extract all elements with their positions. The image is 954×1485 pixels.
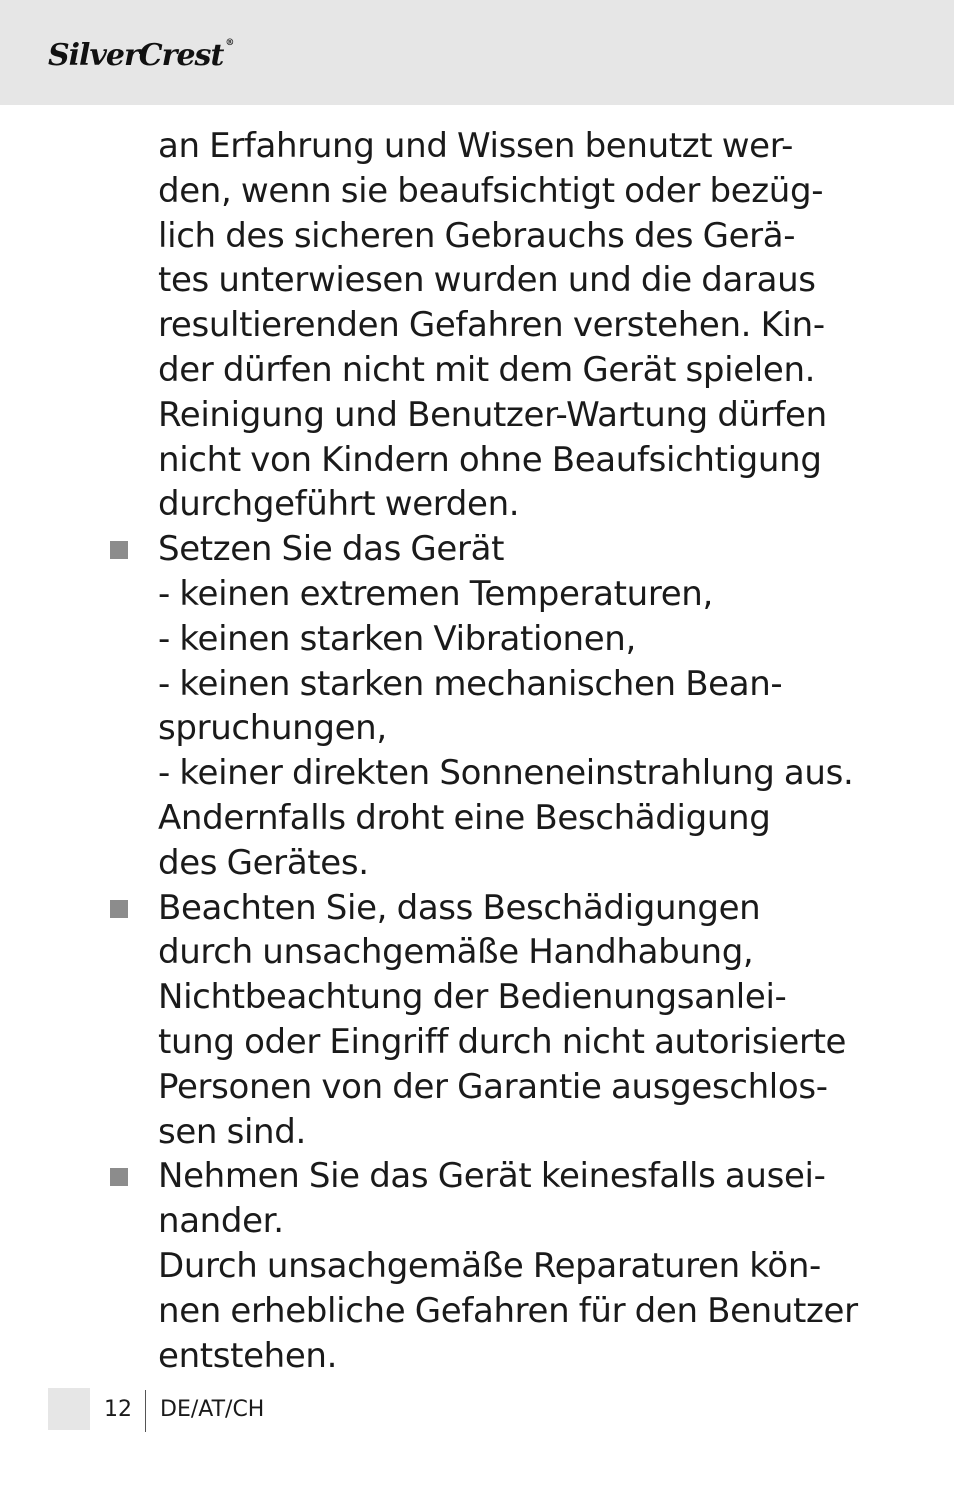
text-line: - keinen extremen Temperaturen, [158, 573, 713, 614]
region-label: DE/AT/CH [160, 1397, 265, 1422]
footer-divider [145, 1390, 146, 1432]
registered-mark: ® [225, 38, 234, 48]
text-line: entstehen. [158, 1335, 338, 1376]
text-line: nicht von Kindern ohne Beaufsichtigung [158, 439, 822, 480]
text-line: Nichtbeachtung der Bedienungsanlei- [158, 977, 787, 1018]
text-line: der dürfen nicht mit dem Gerät spielen. [158, 349, 816, 390]
square-bullet-icon [110, 900, 128, 918]
text-line: tung oder Eingriff durch nicht autorisierte [158, 1021, 847, 1062]
text-line: durch unsachgemäße Handhabung, [158, 932, 754, 973]
footer-marker-box [48, 1388, 90, 1430]
text-line: lich des sicheren Gebrauchs des Gerä- [158, 215, 796, 256]
text-line: Beachten Sie, dass Beschädigungen [158, 887, 761, 928]
text-line: Nehmen Sie das Gerät keinesfalls ausei- [158, 1156, 826, 1197]
page-header [0, 0, 954, 105]
text-line: Durch unsachgemäße Reparaturen kön- [158, 1245, 821, 1286]
text-line: - keiner direkten Sonneneinstrahlung aus. [158, 753, 854, 794]
text-line: nander. [158, 1201, 284, 1242]
square-bullet-icon [110, 1168, 128, 1186]
text-line: nen erhebliche Gefahren für den Benutzer [158, 1290, 858, 1331]
text-line: sen sind. [158, 1111, 306, 1152]
text-line: an Erfahrung und Wissen benutzt wer- [158, 126, 794, 166]
text-line: Reinigung und Benutzer-Wartung dürfen [158, 394, 827, 435]
text-line: spruchungen, [158, 708, 387, 749]
text-line: Personen von der Garantie ausgeschlos- [158, 1066, 828, 1107]
text-line: des Gerätes. [158, 842, 369, 883]
text-line: - keinen starken mechanischen Bean- [158, 663, 783, 704]
bullet-item [0, 886, 954, 1155]
text-line: - keinen starken Vibrationen, [158, 618, 636, 659]
text-line: den, wenn sie beaufsichtigt oder bezüg- [158, 170, 824, 211]
paragraph-continuation [0, 124, 954, 527]
bullet-item [0, 527, 954, 885]
bullet-item [0, 1154, 954, 1378]
brand-name: SilverCrest [48, 38, 224, 73]
square-bullet-icon [110, 541, 128, 559]
text-line: Andernfalls droht eine Beschädigung [158, 797, 771, 838]
page-number: 12 [104, 1397, 132, 1422]
text-line: tes unterwiesen wurden und die daraus [158, 260, 816, 301]
brand-logo [48, 38, 233, 73]
text-line: Setzen Sie das Gerät [158, 529, 505, 570]
manual-text [0, 124, 954, 1378]
text-line: resultierenden Gefahren verstehen. Kin- [158, 305, 825, 346]
text-line: durchgeführt werden. [158, 484, 520, 525]
